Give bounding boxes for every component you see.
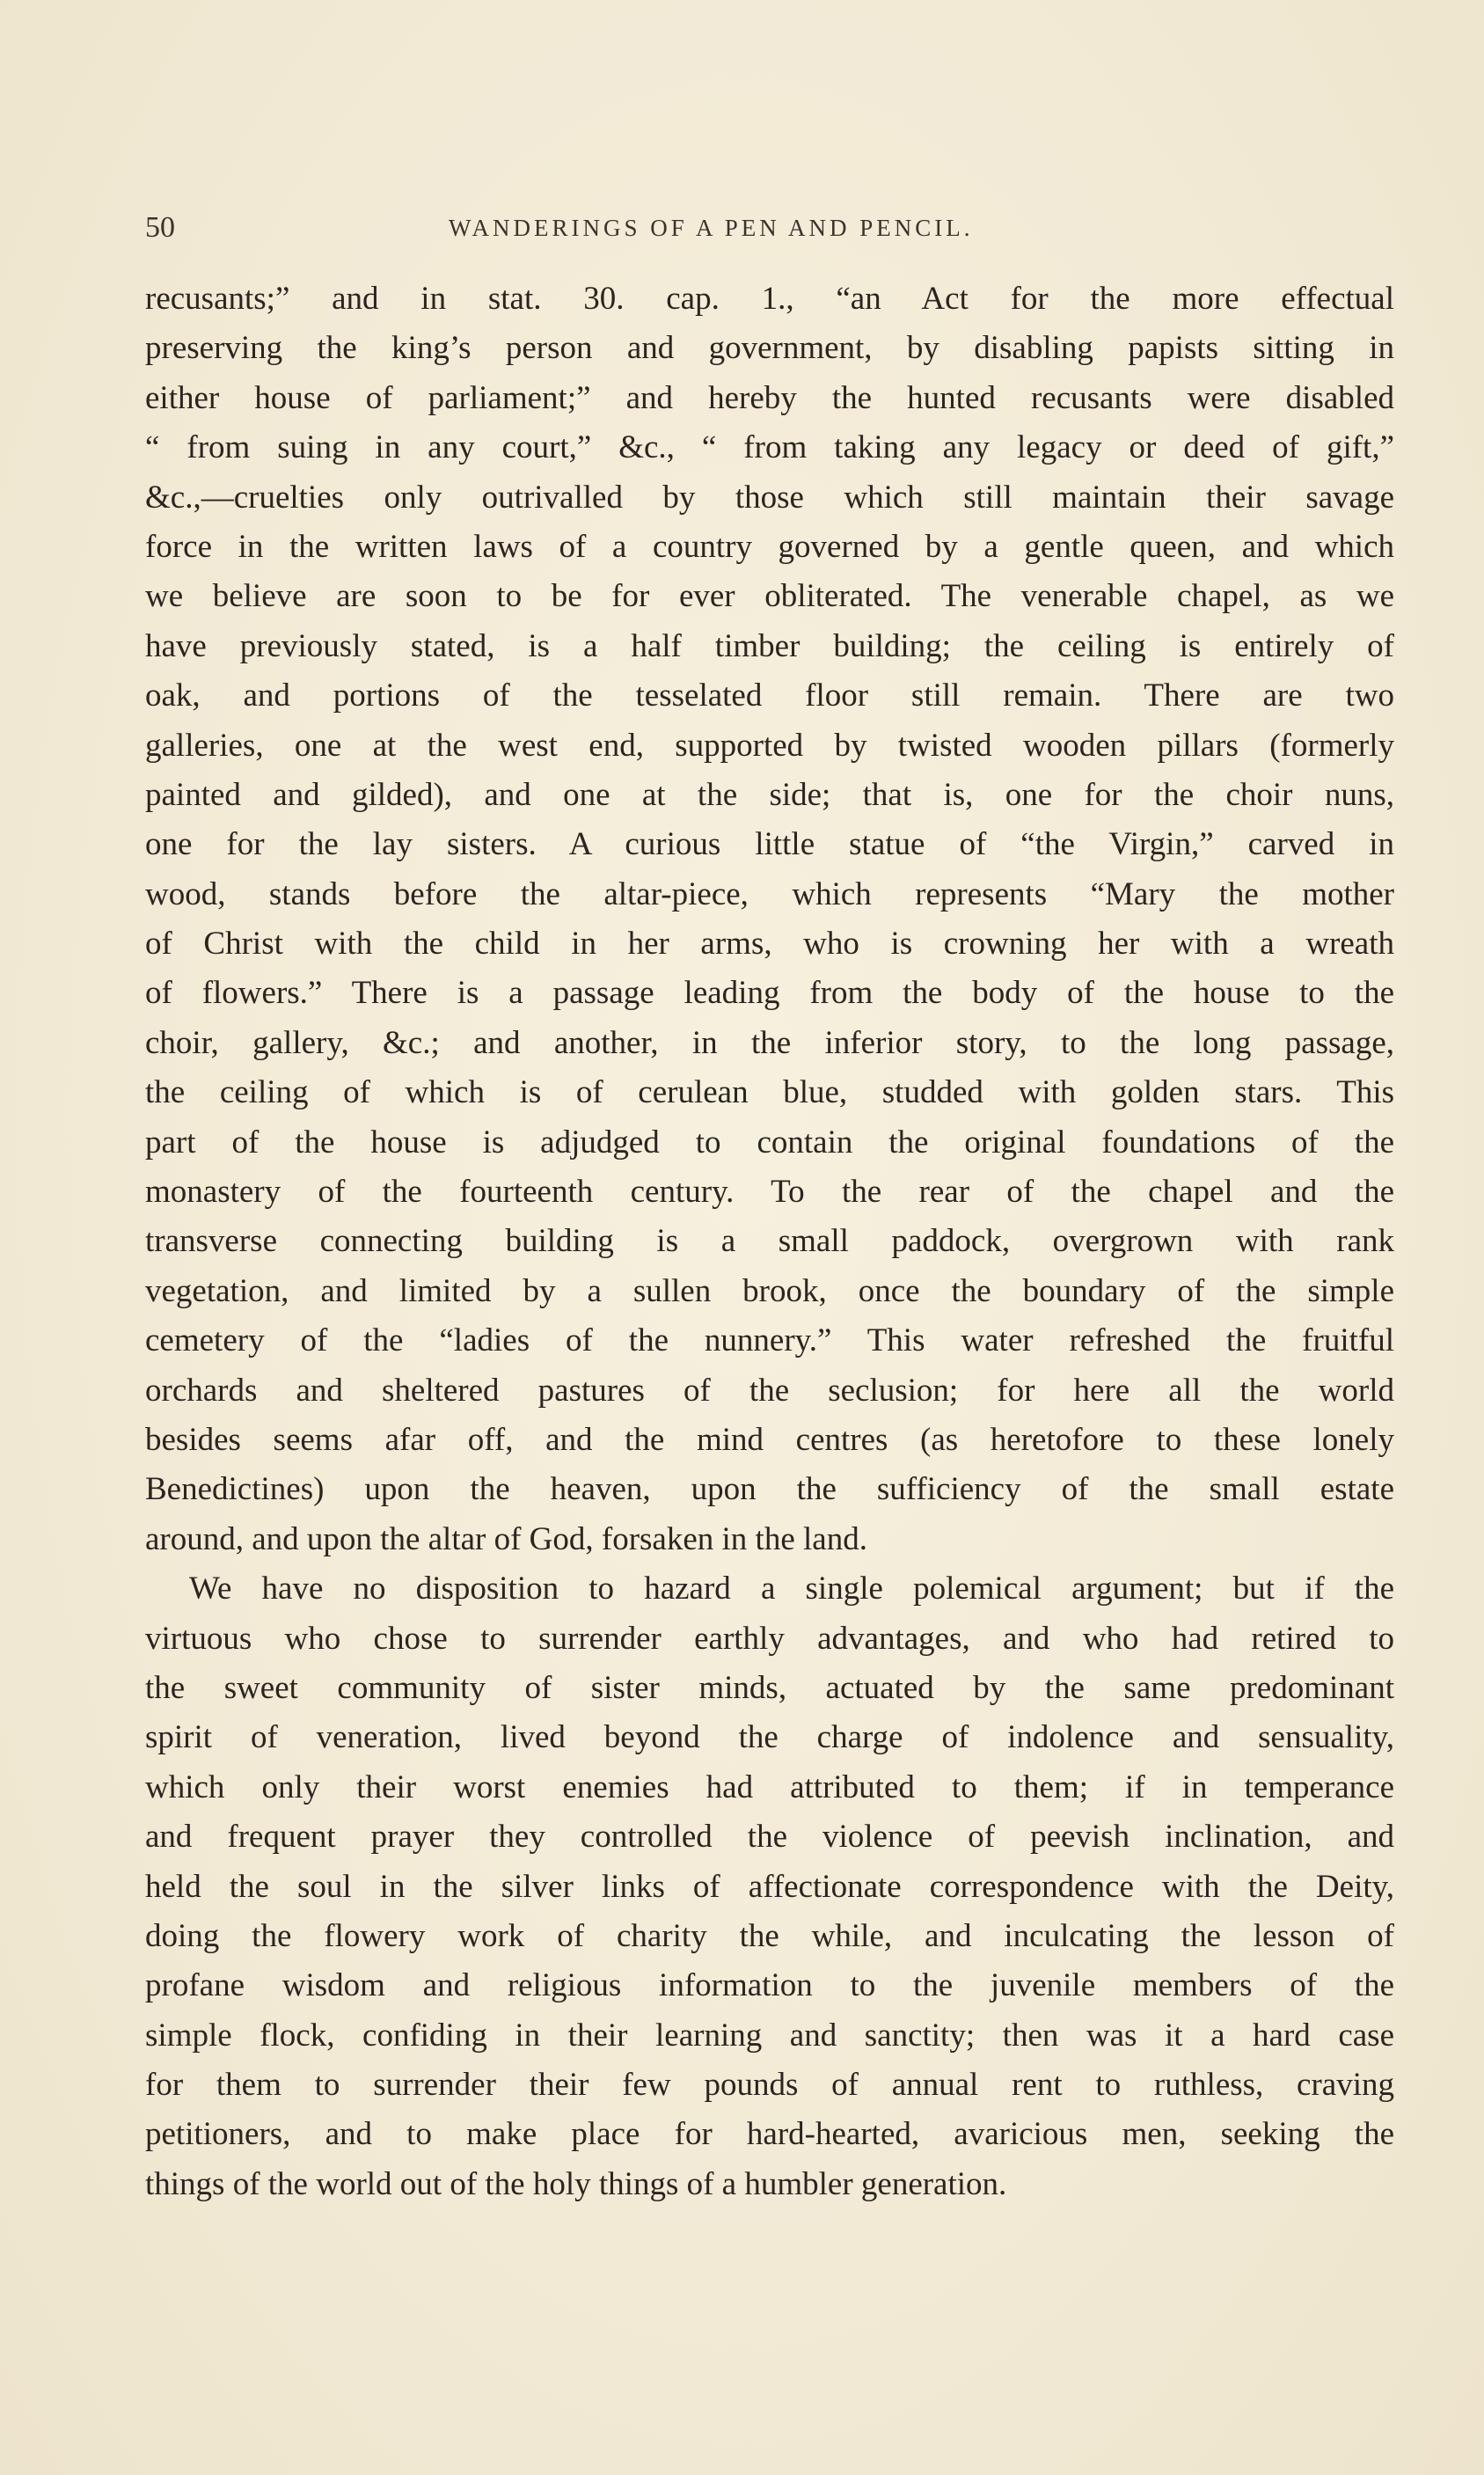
text-line: virtuous who chose to surrender earthly advantages, and who had retired to [145,1620,1394,1657]
running-title: WANDERINGS OF A PEN AND PENCIL. [449,215,974,241]
text-line: petitioners, and to make place for hard-hearted, avaricious men, seeking the [145,2116,1394,2153]
text-line: cemetery of the “ladies of the nunnery.” This water refreshed the fruitful [145,1322,1394,1359]
text-line: and frequent prayer they controlled the violence of peevish inclination, and [145,1819,1394,1856]
text-line: the sweet community of sister minds, actuated by the same predominant [145,1669,1394,1706]
text-line: one for the lay sisters. A curious little statue of “the Virgin,” carved in [145,826,1394,863]
text-line: doing the flowery work of charity the while, and inculcating the lesson of [145,1917,1394,1954]
text-line: of flowers.” There is a passage leading from the body of the house to the [145,975,1394,1012]
text-line: wood, stands before the altar-piece, which represents “Mary the mother [145,875,1394,912]
paragraph-1 [145,275,1394,1564]
text-line: which only their worst enemies had attributed to them; if in temperance [145,1768,1394,1805]
text-line: have previously stated, is a half timber building; the ceiling is entirely of [145,627,1394,664]
text-line: part of the house is adjudged to contain the original foundations of the [145,1124,1394,1161]
text-line: monastery of the fourteenth century. To the rear of the chapel and the [145,1174,1394,1211]
text-line: for them to surrender their few pounds of annual rent to ruthless, craving [145,2067,1394,2104]
text-line: simple flock, confiding in their learning and sanctity; then was it a hard case [145,2017,1394,2054]
text-line: recusants;” and in stat. 30. cap. 1., “an Act for the more effectual [145,281,1394,317]
text-line: transverse connecting building is a small paddock, overgrown with rank [145,1223,1394,1260]
paragraph-2 [145,1564,1394,2209]
page-number: 50 [145,211,175,244]
body-text [145,275,1394,2209]
text-line: held the soul in the silver links of affectionate correspondence with the Deity, [145,1868,1394,1905]
text-line: profane wisdom and religious information to the juvenile members of the [145,1967,1394,2004]
text-line: &c.,—cruelties only outrivalled by those which still maintain their savage [145,479,1394,516]
text-line: choir, gallery, &c.; and another, in the inferior story, to the long passage, [145,1024,1394,1061]
page-header [145,209,1394,247]
text-line: the ceiling of which is of cerulean blue, studded with golden stars. This [145,1074,1394,1111]
text-line: Benedictines) upon the heaven, upon the sufficiency of the small estate [145,1471,1394,1508]
text-line: We have no disposition to hazard a single polemical argument; but if the [189,1571,1394,1607]
text-line: galleries, one at the west end, supported by twisted wooden pillars (formerly [145,727,1394,764]
text-line: of Christ with the child in her arms, who is crowning her with a wreath [145,926,1394,963]
text-line: force in the written laws of a country governed by a gentle queen, and which [145,528,1394,565]
text-line: spirit of veneration, lived beyond the charge of indolence and sensuality, [145,1719,1394,1756]
text-line: we believe are soon to be for ever obliterated. The venerable chapel, as we [145,578,1394,615]
text-line: besides seems afar off, and the mind centres (as heretofore to these lonely [145,1421,1394,1458]
text-line: painted and gilded), and one at the side; that is, one for the choir nuns, [145,776,1394,813]
text-line: orchards and sheltered pastures of the seclusion; for here all the world [145,1372,1394,1409]
text-line: things of the world out of the holy things of a humbler generation. [145,2165,1007,2202]
text-line: around, and upon the altar of God, forsaken in the land. [145,1520,867,1557]
text-line: oak, and portions of the tesselated floor still remain. There are two [145,677,1394,714]
text-line: either house of parliament;” and hereby the hunted recusants were disabled [145,379,1394,416]
text-line: preserving the king’s person and government, by disabling papists sitting in [145,330,1394,367]
text-line: vegetation, and limited by a sullen brook, once the boundary of the simple [145,1272,1394,1309]
text-line: “ from suing in any court,” &c., “ from taking any legacy or deed of gift,” [145,429,1394,466]
